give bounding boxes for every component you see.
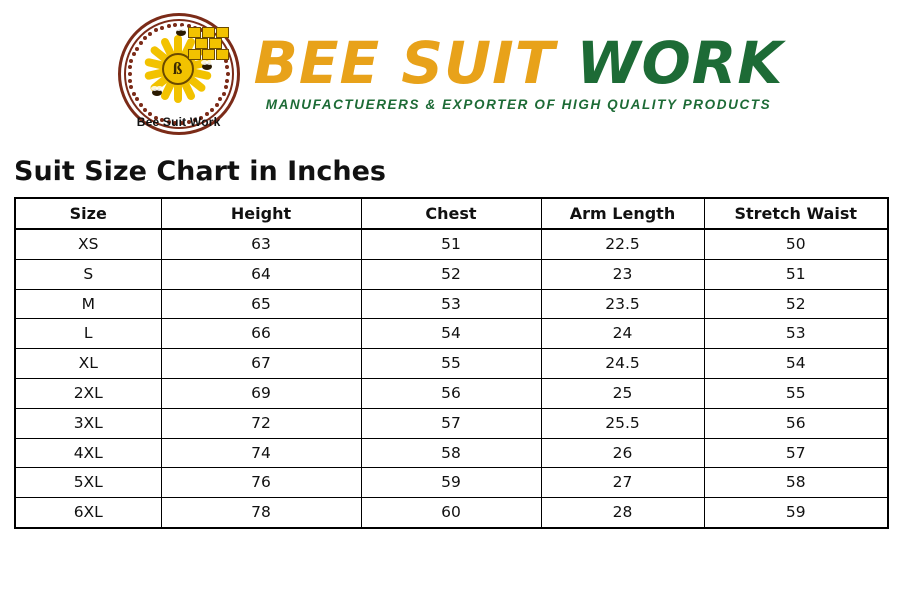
size-label-cell: S (15, 259, 161, 289)
table-column-header: Height (161, 198, 361, 229)
measurement-cell: 59 (704, 498, 888, 528)
measurement-cell: 27 (541, 468, 704, 498)
measurement-cell: 59 (361, 468, 541, 498)
honeycomb-icon (188, 27, 232, 61)
size-chart-table-wrapper (14, 197, 887, 529)
measurement-cell: 23 (541, 259, 704, 289)
table-header-row (15, 198, 888, 229)
measurement-cell: 57 (361, 408, 541, 438)
measurement-cell: 67 (161, 349, 361, 379)
measurement-cell: 22.5 (541, 229, 704, 259)
table-row (15, 319, 888, 349)
brand-title (253, 28, 784, 97)
table-row (15, 289, 888, 319)
bee-icon (176, 29, 186, 36)
measurement-cell: 56 (361, 378, 541, 408)
measurement-cell: 63 (161, 229, 361, 259)
measurement-cell: 56 (704, 408, 888, 438)
measurement-cell: 58 (704, 468, 888, 498)
size-chart-table (14, 197, 889, 529)
brand-word-suit: SUIT (401, 28, 556, 97)
table-row (15, 378, 888, 408)
size-label-cell: XL (15, 349, 161, 379)
size-label-cell: M (15, 289, 161, 319)
measurement-cell: 54 (704, 349, 888, 379)
table-row (15, 349, 888, 379)
measurement-cell: 65 (161, 289, 361, 319)
measurement-cell: 76 (161, 468, 361, 498)
measurement-cell: 25 (541, 378, 704, 408)
measurement-cell: 26 (541, 438, 704, 468)
measurement-cell: 53 (361, 289, 541, 319)
table-row (15, 438, 888, 468)
size-label-cell: L (15, 319, 161, 349)
table-body (15, 229, 888, 528)
bee-icon (152, 89, 162, 96)
measurement-cell: 78 (161, 498, 361, 528)
table-column-header: Arm Length (541, 198, 704, 229)
table-row (15, 259, 888, 289)
measurement-cell: 66 (161, 319, 361, 349)
measurement-cell: 52 (704, 289, 888, 319)
size-label-cell: 2XL (15, 378, 161, 408)
size-label-cell: 6XL (15, 498, 161, 528)
page-title: Suit Size Chart in Inches (14, 156, 386, 187)
table-row (15, 498, 888, 528)
table-row (15, 229, 888, 259)
measurement-cell: 28 (541, 498, 704, 528)
measurement-cell: 25.5 (541, 408, 704, 438)
table-row (15, 408, 888, 438)
measurement-cell: 23.5 (541, 289, 704, 319)
table-row (15, 468, 888, 498)
brand-wordmark (253, 28, 784, 113)
measurement-cell: 54 (361, 319, 541, 349)
size-label-cell: XS (15, 229, 161, 259)
measurement-cell: 52 (361, 259, 541, 289)
measurement-cell: 50 (704, 229, 888, 259)
company-logo (118, 13, 240, 135)
measurement-cell: 72 (161, 408, 361, 438)
table-header (15, 198, 888, 229)
measurement-cell: 53 (704, 319, 888, 349)
measurement-cell: 58 (361, 438, 541, 468)
measurement-cell: 64 (161, 259, 361, 289)
measurement-cell: 51 (704, 259, 888, 289)
size-label-cell: 3XL (15, 408, 161, 438)
measurement-cell: 24 (541, 319, 704, 349)
measurement-cell: 55 (704, 378, 888, 408)
table-column-header: Stretch Waist (704, 198, 888, 229)
measurement-cell: 51 (361, 229, 541, 259)
measurement-cell: 60 (361, 498, 541, 528)
measurement-cell: 74 (161, 438, 361, 468)
logo-monogram: ß (162, 53, 194, 85)
table-column-header: Size (15, 198, 161, 229)
brand-word-bee: BEE (253, 28, 381, 97)
measurement-cell: 55 (361, 349, 541, 379)
size-label-cell: 4XL (15, 438, 161, 468)
measurement-cell: 69 (161, 378, 361, 408)
brand-word-work: WORK (576, 28, 784, 97)
size-label-cell: 5XL (15, 468, 161, 498)
brand-header (0, 0, 901, 130)
measurement-cell: 24.5 (541, 349, 704, 379)
measurement-cell: 57 (704, 438, 888, 468)
logo-inner-text: Bee Suit Work (136, 115, 221, 129)
brand-tagline: MANUFACTUERERS & EXPORTER OF HIGH QUALITY PRODUCTS (265, 97, 772, 113)
table-column-header: Chest (361, 198, 541, 229)
bee-icon (202, 63, 212, 70)
